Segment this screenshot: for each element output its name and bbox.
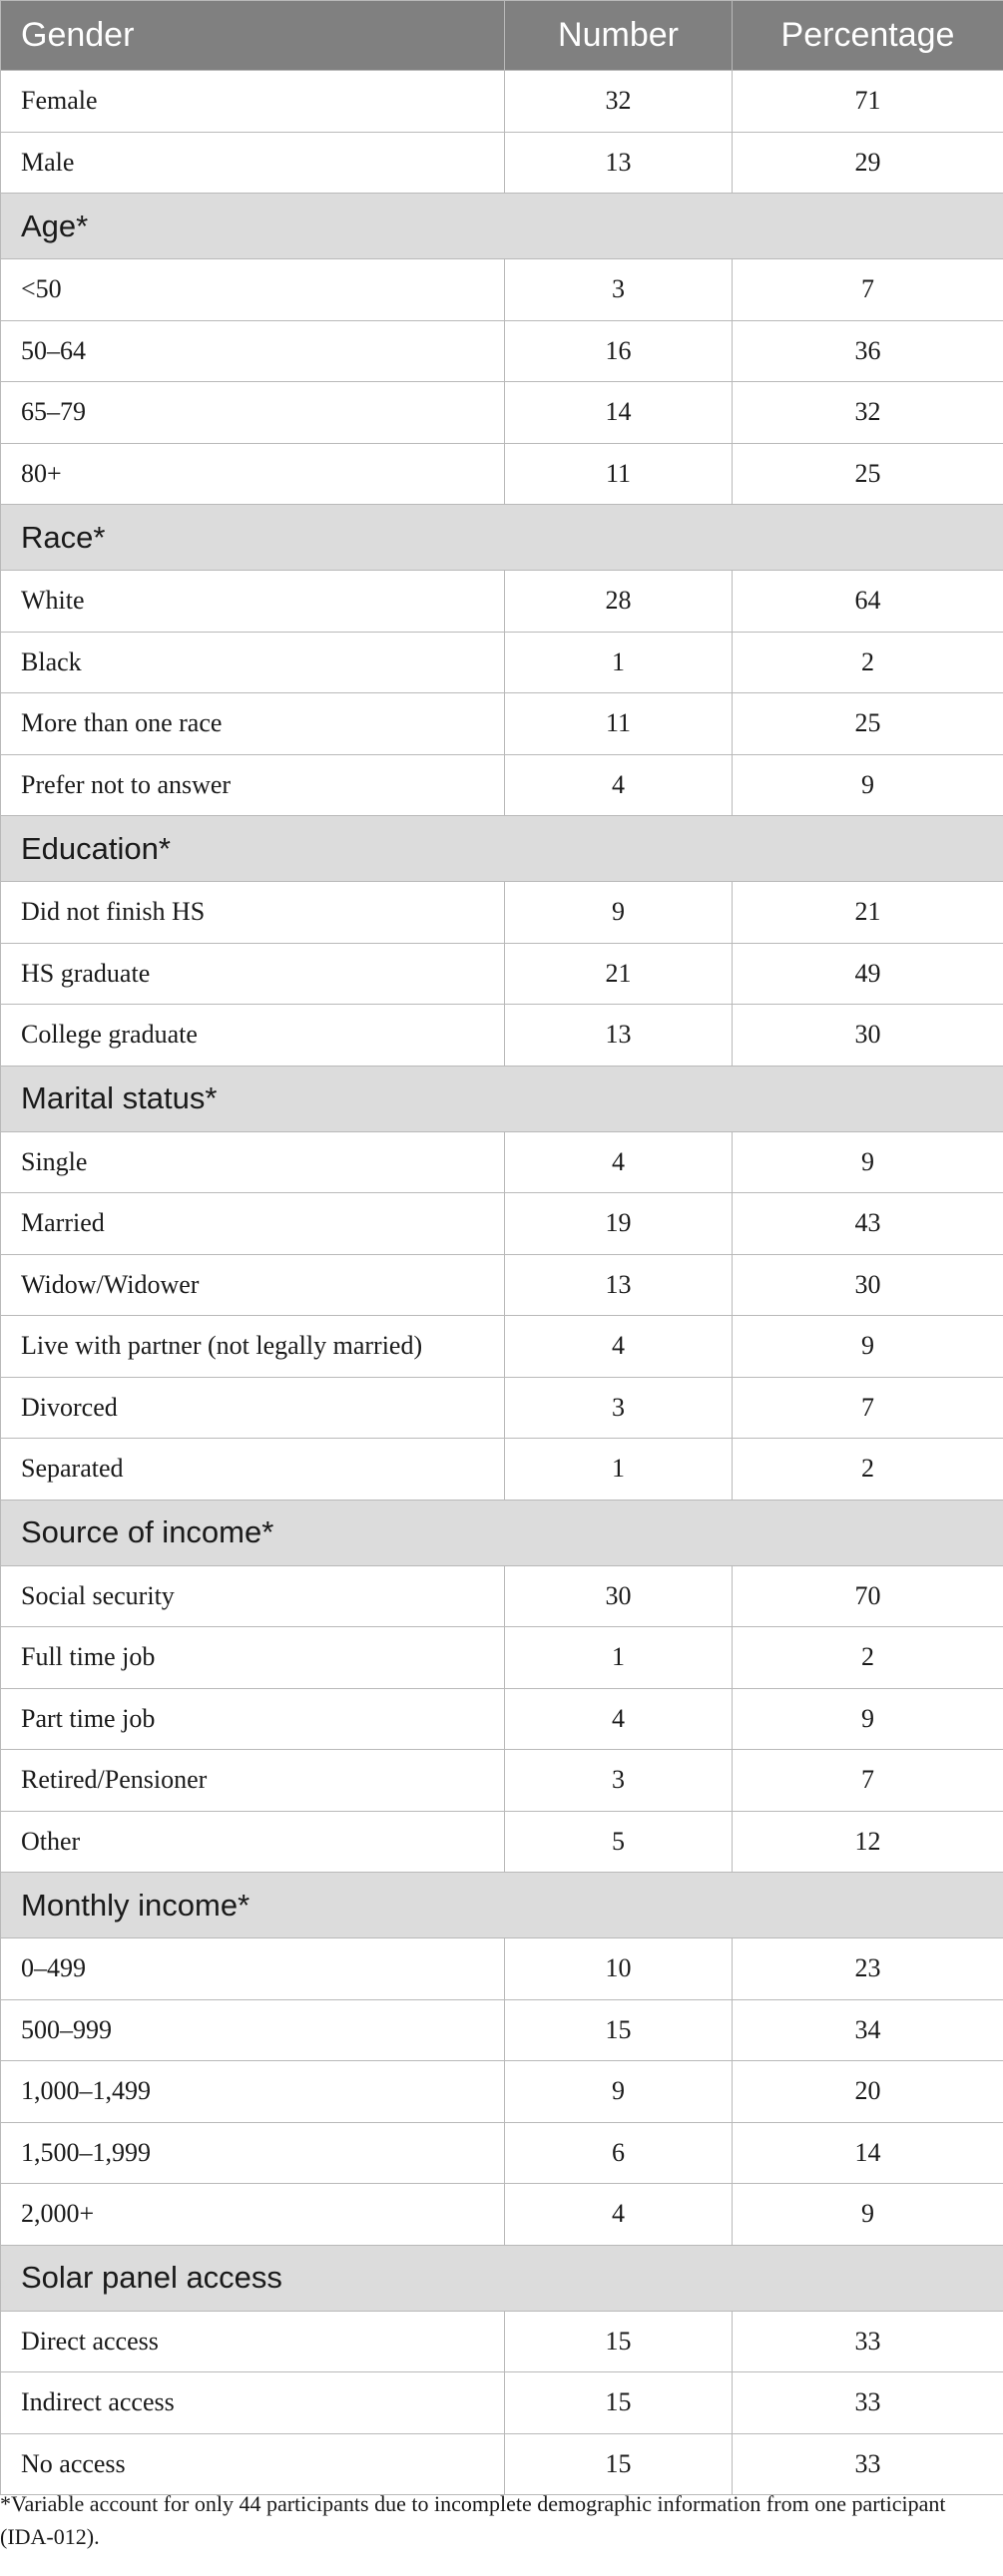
table-row (1, 2372, 1003, 2434)
table-row (1, 1005, 1003, 1067)
row-category: Direct access (1, 2311, 505, 2372)
row-number: 11 (505, 693, 733, 755)
row-percentage: 33 (733, 2433, 1003, 2495)
row-number: 4 (505, 2184, 733, 2246)
row-category: Live with partner (not legally married) (1, 1316, 505, 1378)
section-header-row (1, 1066, 1003, 1131)
row-category: <50 (1, 259, 505, 321)
row-number: 16 (505, 320, 733, 382)
row-percentage: 71 (733, 71, 1003, 133)
row-category: No access (1, 2433, 505, 2495)
row-percentage: 43 (733, 1193, 1003, 1255)
table-header-row (1, 1, 1003, 71)
header-number: Number (505, 1, 733, 71)
row-number: 30 (505, 1565, 733, 1627)
row-number: 32 (505, 71, 733, 133)
row-percentage: 9 (733, 2184, 1003, 2246)
row-percentage: 7 (733, 1750, 1003, 1812)
section-header-row (1, 816, 1003, 882)
row-number: 3 (505, 259, 733, 321)
row-category: College graduate (1, 1005, 505, 1067)
table-row (1, 1999, 1003, 2061)
section-title: Age* (1, 194, 1003, 259)
table-row (1, 1131, 1003, 1193)
row-category: HS graduate (1, 943, 505, 1005)
row-category: Male (1, 132, 505, 194)
row-category: Single (1, 1131, 505, 1193)
row-number: 21 (505, 943, 733, 1005)
table-row (1, 1811, 1003, 1873)
table-row (1, 1254, 1003, 1316)
table-row (1, 1938, 1003, 2000)
table-row (1, 1688, 1003, 1750)
row-category: Separated (1, 1439, 505, 1501)
row-percentage: 7 (733, 259, 1003, 321)
table-row (1, 943, 1003, 1005)
section-header-row (1, 194, 1003, 259)
table-row (1, 754, 1003, 816)
row-category: 2,000+ (1, 2184, 505, 2246)
section-header-row (1, 2245, 1003, 2311)
section-title: Race* (1, 505, 1003, 571)
section-title: Solar panel access (1, 2245, 1003, 2311)
row-percentage: 32 (733, 382, 1003, 444)
row-number: 9 (505, 882, 733, 944)
row-number: 13 (505, 132, 733, 194)
row-number: 10 (505, 1938, 733, 2000)
table-row (1, 259, 1003, 321)
row-percentage: 7 (733, 1377, 1003, 1439)
row-percentage: 33 (733, 2372, 1003, 2434)
row-number: 13 (505, 1254, 733, 1316)
row-number: 4 (505, 1316, 733, 1378)
table-footnote: *Variable account for only 44 participants due to incomplete demographic information from one participant (IDA-012). (0, 2491, 946, 2549)
row-percentage: 2 (733, 1439, 1003, 1501)
table-row (1, 882, 1003, 944)
table-row (1, 2122, 1003, 2184)
table-row (1, 2433, 1003, 2495)
row-percentage: 29 (733, 132, 1003, 194)
row-category: 50–64 (1, 320, 505, 382)
row-category: Divorced (1, 1377, 505, 1439)
row-percentage: 33 (733, 2311, 1003, 2372)
row-category: Indirect access (1, 2372, 505, 2434)
row-percentage: 64 (733, 571, 1003, 633)
row-percentage: 36 (733, 320, 1003, 382)
row-category: 65–79 (1, 382, 505, 444)
row-number: 15 (505, 2372, 733, 2434)
section-header-row (1, 505, 1003, 571)
row-category: Female (1, 71, 505, 133)
section-title: Education* (1, 816, 1003, 882)
row-category: Full time job (1, 1627, 505, 1689)
row-category: Retired/Pensioner (1, 1750, 505, 1812)
row-category: Did not finish HS (1, 882, 505, 944)
row-category: White (1, 571, 505, 633)
table-row (1, 1316, 1003, 1378)
table-row (1, 2184, 1003, 2246)
table-row (1, 2061, 1003, 2123)
row-percentage: 49 (733, 943, 1003, 1005)
row-number: 5 (505, 1811, 733, 1873)
row-number: 11 (505, 443, 733, 505)
row-number: 19 (505, 1193, 733, 1255)
row-percentage: 34 (733, 1999, 1003, 2061)
row-number: 15 (505, 2433, 733, 2495)
row-number: 9 (505, 2061, 733, 2123)
row-number: 14 (505, 382, 733, 444)
table-row (1, 571, 1003, 633)
row-category: Other (1, 1811, 505, 1873)
table-row (1, 1750, 1003, 1812)
row-percentage: 21 (733, 882, 1003, 944)
row-category: Widow/Widower (1, 1254, 505, 1316)
table-row (1, 1439, 1003, 1501)
row-number: 1 (505, 1439, 733, 1501)
row-percentage: 20 (733, 2061, 1003, 2123)
header-percentage: Percentage (733, 1, 1003, 71)
row-number: 15 (505, 1999, 733, 2061)
row-percentage: 9 (733, 1131, 1003, 1193)
row-number: 4 (505, 1688, 733, 1750)
row-number: 28 (505, 571, 733, 633)
row-category: 0–499 (1, 1938, 505, 2000)
row-category: 80+ (1, 443, 505, 505)
table-row (1, 132, 1003, 194)
section-title: Source of income* (1, 1500, 1003, 1565)
section-title: Monthly income* (1, 1873, 1003, 1938)
table-row (1, 71, 1003, 133)
table-row (1, 1377, 1003, 1439)
table-row (1, 1565, 1003, 1627)
row-category: Prefer not to answer (1, 754, 505, 816)
row-number: 1 (505, 632, 733, 693)
table-row (1, 1627, 1003, 1689)
row-percentage: 70 (733, 1565, 1003, 1627)
section-header-row (1, 1873, 1003, 1938)
row-category: Black (1, 632, 505, 693)
row-number: 3 (505, 1750, 733, 1812)
row-category: 1,000–1,499 (1, 2061, 505, 2123)
table-row (1, 320, 1003, 382)
row-percentage: 9 (733, 754, 1003, 816)
row-percentage: 12 (733, 1811, 1003, 1873)
section-title: Marital status* (1, 1066, 1003, 1131)
row-category: 1,500–1,999 (1, 2122, 505, 2184)
row-category: More than one race (1, 693, 505, 755)
table-row (1, 1193, 1003, 1255)
row-percentage: 2 (733, 632, 1003, 693)
header-gender: Gender (1, 1, 505, 71)
row-number: 3 (505, 1377, 733, 1439)
row-number: 6 (505, 2122, 733, 2184)
row-number: 4 (505, 1131, 733, 1193)
row-category: Married (1, 1193, 505, 1255)
section-header-row (1, 1500, 1003, 1565)
row-percentage: 9 (733, 1688, 1003, 1750)
row-category: 500–999 (1, 1999, 505, 2061)
row-number: 4 (505, 754, 733, 816)
row-number: 1 (505, 1627, 733, 1689)
table-body (1, 71, 1003, 2495)
row-category: Social security (1, 1565, 505, 1627)
table-row (1, 2311, 1003, 2372)
row-number: 15 (505, 2311, 733, 2372)
row-percentage: 25 (733, 443, 1003, 505)
row-percentage: 30 (733, 1254, 1003, 1316)
table-row (1, 693, 1003, 755)
table-row (1, 443, 1003, 505)
row-number: 13 (505, 1005, 733, 1067)
table-row (1, 382, 1003, 444)
row-percentage: 30 (733, 1005, 1003, 1067)
row-percentage: 9 (733, 1316, 1003, 1378)
row-percentage: 23 (733, 1938, 1003, 2000)
row-percentage: 25 (733, 693, 1003, 755)
row-percentage: 14 (733, 2122, 1003, 2184)
row-percentage: 2 (733, 1627, 1003, 1689)
table-row (1, 632, 1003, 693)
row-category: Part time job (1, 1688, 505, 1750)
